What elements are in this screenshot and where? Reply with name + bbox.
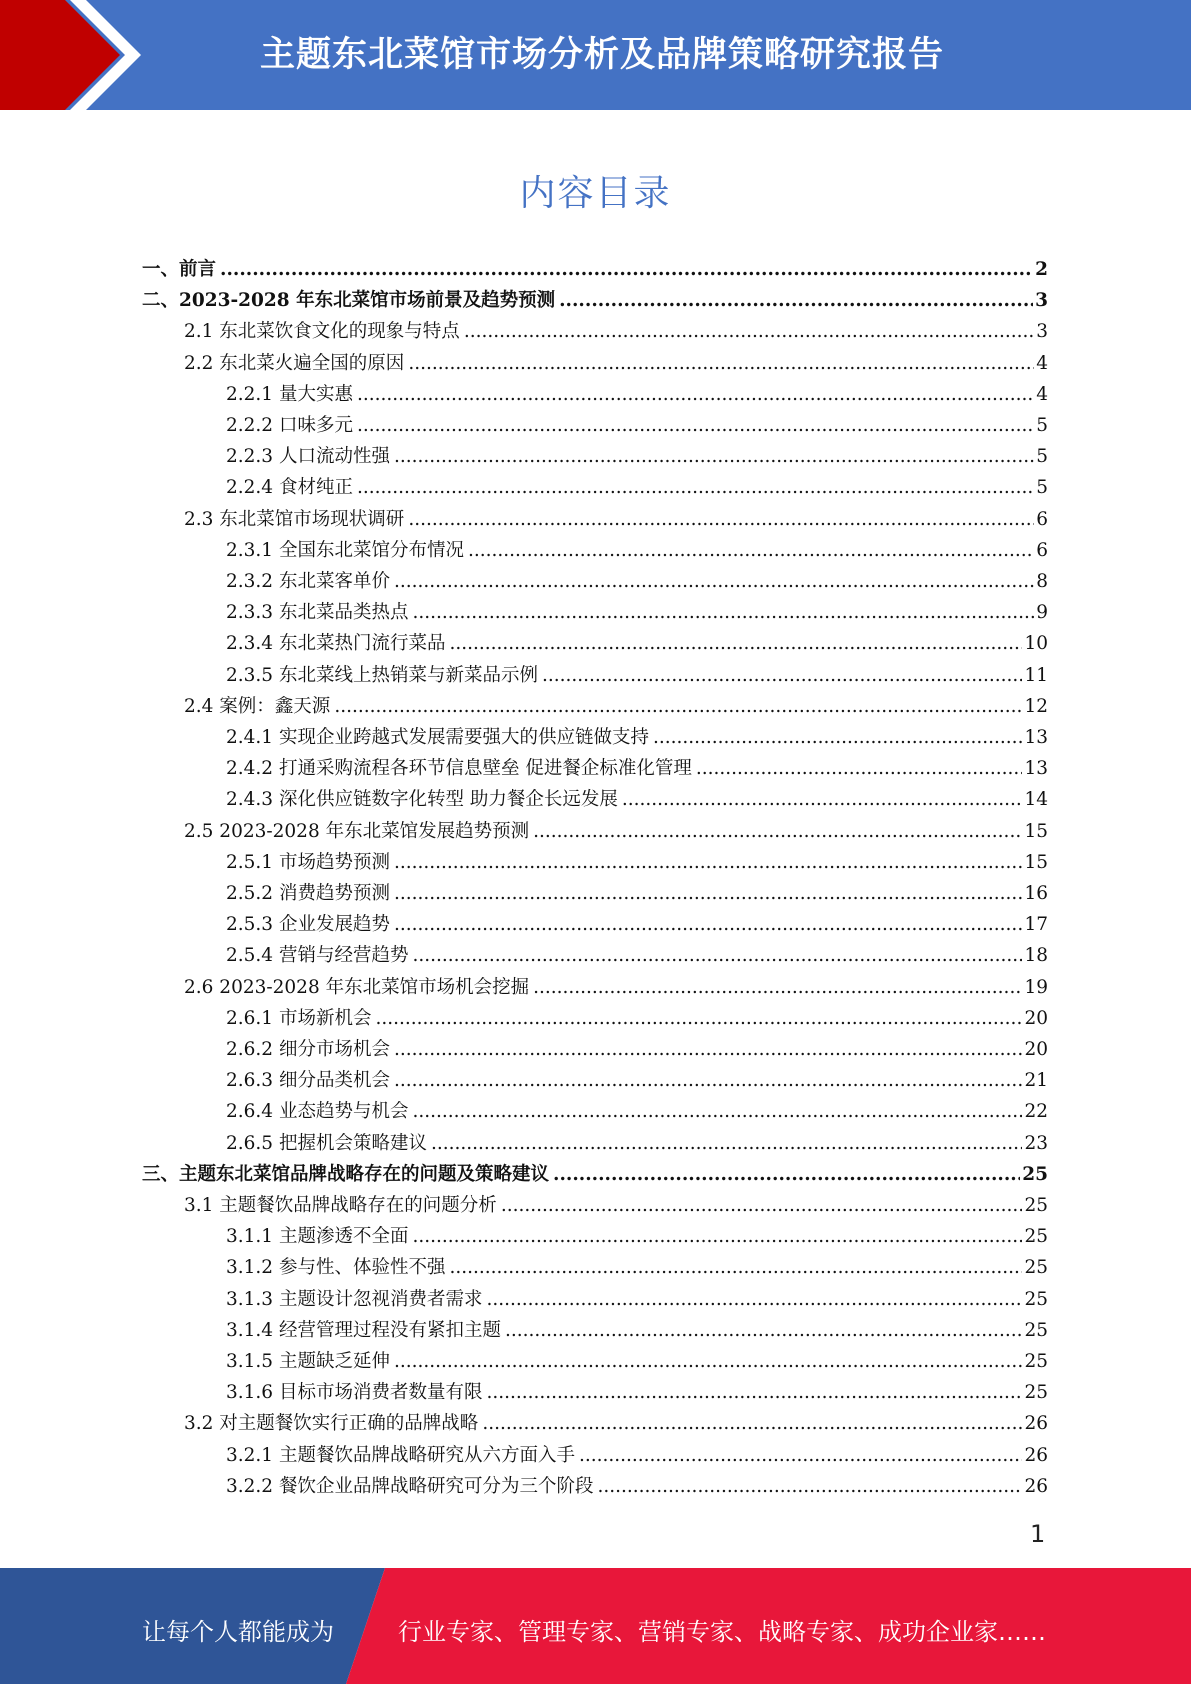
toc-entry-page: 13 [1024,758,1048,780]
toc-entry-page: 4 [1036,383,1048,405]
toc-entry-page: 16 [1024,883,1048,904]
toc-entry-label: 2.5.4 营销与经营趋势 [226,945,409,967]
toc-dot-leader [394,878,1022,909]
toc-dot-leader [553,1159,1020,1190]
toc-entry-label: 2.4 案例：鑫天源 [184,695,331,717]
toc-entry-page: 15 [1024,851,1048,873]
toc-entry[interactable] [226,847,1048,878]
toc-entry-label: 3.1.4 经营管理过程没有紧扣主题 [226,1319,501,1341]
toc-entry-label: 3.1.1 主题渗透不全面 [226,1226,409,1248]
toc-entry-page: 18 [1024,945,1048,967]
toc-dot-leader [579,1440,1022,1471]
toc-entry-label: 2.3.4 东北菜热门流行菜品 [226,633,446,655]
toc-dot-leader [653,722,1022,753]
footer-slogan-right: 行业专家、管理专家、营销专家、战略专家、成功企业家…… [398,1618,1046,1646]
toc-dot-leader [357,379,1034,410]
toc-entry[interactable] [226,441,1048,472]
toc-entry[interactable] [142,285,1048,316]
toc-entry[interactable] [226,660,1048,691]
toc-dot-leader [449,1252,1022,1283]
toc-entry-label: 3.2.1 主题餐饮品牌战略研究从六方面入手 [226,1444,575,1466]
toc-entry-page: 25 [1024,1288,1048,1310]
toc-entry[interactable] [226,1003,1048,1034]
toc-entry-label: 3.1.2 参与性、体验性不强 [226,1257,446,1279]
toc-entry[interactable] [226,410,1048,441]
toc-entry-page: 25 [1024,1226,1048,1248]
toc-entry-page: 3 [1035,290,1048,312]
toc-dot-leader [220,254,1033,285]
toc-entry-label: 2.5 2023-2028 年东北菜馆发展趋势预测 [184,820,530,842]
toc-entry-label: 2.4.3 深化供应链数字化转型 助力餐企长远发展 [226,789,618,811]
toc-entry-page: 21 [1024,1070,1048,1092]
toc-dot-leader [464,316,1034,347]
toc-dot-leader [412,1096,1022,1127]
toc-heading: 内容目录 [519,173,672,214]
toc-entry[interactable] [226,1252,1048,1283]
toc-dot-leader [394,909,1022,940]
toc-entry-label: 2.6.5 把握机会策略建议 [226,1132,427,1154]
toc-entry-label: 3.1.6 目标市场消费者数量有限 [226,1382,483,1404]
toc-entry[interactable] [226,1284,1048,1315]
toc-dot-leader [559,285,1033,316]
toc-entry[interactable] [226,1034,1048,1065]
toc-entry-label: 2.3.2 东北菜客单价 [226,571,390,592]
toc-entry-page: 25 [1024,1257,1048,1279]
toc-entry-label: 2.6.4 业态趋势与机会 [226,1101,409,1123]
toc-entry-page: 3 [1036,321,1048,343]
toc-entry[interactable] [184,348,1048,379]
toc-entry[interactable] [226,1315,1048,1346]
toc-entry-label: 3.1.3 主题设计忽视消费者需求 [226,1288,483,1310]
toc-entry-page: 6 [1036,508,1048,530]
toc-entry-label: 2.6.2 细分市场机会 [226,1039,390,1060]
toc-entry-label: 2.5.3 企业发展趋势 [226,914,390,936]
toc-entry[interactable] [226,722,1048,753]
toc-entry-page: 2 [1035,259,1048,280]
toc-entry-label: 3.2.2 餐饮企业品牌战略研究可分为三个阶段 [226,1475,594,1497]
toc-dot-leader [394,1346,1022,1377]
toc-entry-page: 13 [1024,727,1048,748]
toc-entry-label: 2.2.1 量大实惠 [226,383,353,405]
toc-entry[interactable] [226,909,1048,940]
toc-dot-leader [412,1221,1022,1252]
toc-entry-page: 23 [1024,1132,1048,1154]
toc-entry-label: 2.2.3 人口流动性强 [226,446,390,468]
toc-dot-leader [542,660,1022,691]
toc-entry[interactable] [226,1471,1048,1502]
toc-dot-leader [482,1408,1022,1439]
toc-entry-page: 9 [1036,602,1048,624]
toc-dot-leader [408,348,1034,379]
toc-dot-leader [431,1128,1022,1159]
toc-entry-label: 3.1 主题餐饮品牌战略存在的问题分析 [184,1195,497,1216]
toc-entry[interactable] [184,816,1048,847]
toc-entry-page: 22 [1024,1101,1048,1123]
toc-entry[interactable] [226,535,1048,566]
toc-entry-page: 25 [1024,1319,1048,1341]
toc-entry[interactable] [226,1065,1048,1096]
toc-entry[interactable] [226,1440,1048,1471]
toc-entry-page: 10 [1024,633,1048,655]
toc-dot-leader [505,1315,1022,1346]
toc-entry-page: 20 [1024,1007,1048,1029]
toc-entry[interactable] [184,1190,1048,1221]
toc-entry-page: 20 [1024,1039,1048,1060]
footer-banner [0,1568,1191,1684]
toc-entry-page: 15 [1024,820,1048,842]
toc-entry-page: 4 [1036,352,1048,374]
toc-entry-page: 12 [1024,695,1048,717]
toc-entry-label: 2.6 2023-2028 年东北菜馆市场机会挖掘 [184,976,530,998]
toc-entry[interactable] [184,972,1048,1003]
toc-entry[interactable] [184,1408,1048,1439]
footer-slogan-left: 让每个人都能成为 [142,1618,334,1646]
toc-entry[interactable] [226,566,1048,597]
toc-entry[interactable] [226,1096,1048,1127]
toc-entry-label: 一、前言 [142,259,217,280]
toc-dot-leader [357,472,1034,503]
toc-entry-page: 26 [1024,1475,1048,1497]
toc-entry-label: 2.6.3 细分品类机会 [226,1070,390,1092]
toc-entry-page: 26 [1024,1413,1048,1435]
toc-entry[interactable] [226,784,1048,815]
toc-entry-label: 3.1.5 主题缺乏延伸 [226,1351,390,1372]
toc-entry-page: 19 [1024,976,1048,998]
toc-entry[interactable] [226,878,1048,909]
toc-entry[interactable] [142,254,1048,285]
toc-dot-leader [334,691,1022,722]
toc-entry-page: 25 [1024,1351,1048,1372]
toc-dot-leader [696,753,1023,784]
toc-entry[interactable] [142,1159,1048,1190]
toc-entry[interactable] [226,597,1048,628]
toc-entry[interactable] [226,1346,1048,1377]
toc-dot-leader [357,410,1034,441]
toc-entry-label: 2.2 东北菜火遍全国的原因 [184,352,405,374]
toc-dot-leader [533,972,1022,1003]
toc-entry-page: 5 [1036,446,1048,468]
toc-dot-leader [622,784,1023,815]
report-title: 主题东北菜馆市场分析及品牌策略研究报告 [260,35,945,75]
toc-entry-label: 2.5.1 市场趋势预测 [226,851,390,873]
toc-entry[interactable] [226,628,1048,659]
toc-dot-leader [501,1190,1023,1221]
toc-entry[interactable] [226,379,1048,410]
toc-dot-leader [486,1284,1022,1315]
toc-entry-page: 5 [1036,415,1048,436]
toc-dot-leader [394,1034,1022,1065]
toc-entry-page: 17 [1024,914,1048,936]
toc-entry-label: 二、2023-2028 年东北菜馆市场前景及趋势预测 [142,290,556,312]
toc-dot-leader [394,441,1034,472]
toc-entry-label: 2.1 东北菜饮食文化的现象与特点 [184,321,460,343]
toc-dot-leader [394,1065,1022,1096]
toc-dot-leader [394,566,1034,597]
toc-entry-label: 2.3.3 东北菜品类热点 [226,602,409,624]
toc-entry-page: 5 [1036,477,1048,499]
toc-entry[interactable] [226,753,1048,784]
toc-dot-leader [412,597,1034,628]
toc-dot-leader [449,628,1022,659]
toc-dot-leader [597,1471,1022,1502]
toc-entry-label: 3.2 对主题餐饮实行正确的品牌战略 [184,1413,479,1435]
page-number: 1 [1030,1520,1046,1548]
toc-entry-label: 2.2.2 口味多元 [226,415,353,436]
toc-entry-label: 2.3.1 全国东北菜馆分布情况 [226,539,464,561]
toc-entry-label: 2.6.1 市场新机会 [226,1007,372,1029]
toc-entry-page: 6 [1036,539,1048,561]
report-header-banner [0,0,1191,110]
toc-entry-label: 2.5.2 消费趋势预测 [226,883,390,904]
toc-entry[interactable] [184,504,1048,535]
toc-entry[interactable] [226,1377,1048,1408]
toc-entry-page: 25 [1022,1163,1048,1185]
toc-entry-label: 2.3.5 东北菜线上热销菜与新菜品示例 [226,664,538,686]
toc-dot-leader [412,940,1022,971]
header-arrow-decoration [0,0,160,110]
toc-dot-leader [394,847,1022,878]
toc-dot-leader [533,816,1022,847]
toc-entry[interactable] [226,472,1048,503]
toc-entry-page: 14 [1024,789,1048,811]
toc-entry[interactable] [184,691,1048,722]
toc-entry[interactable] [226,1128,1048,1159]
toc-entry-label: 2.4.2 打通采购流程各环节信息壁垒 促进餐企标准化管理 [226,758,692,780]
toc-entry-page: 8 [1036,571,1048,592]
toc-dot-leader [375,1003,1022,1034]
toc-entry-label: 2.2.4 食材纯正 [226,477,353,499]
toc-dot-leader [408,504,1034,535]
toc-dot-leader [486,1377,1022,1408]
toc-entry[interactable] [226,940,1048,971]
toc-entry-page: 26 [1024,1444,1048,1466]
toc-entry-label: 2.3 东北菜馆市场现状调研 [184,508,405,530]
toc-entry-label: 2.4.1 实现企业跨越式发展需要强大的供应链做支持 [226,727,649,748]
toc-entry-page: 25 [1024,1382,1048,1404]
toc-entry[interactable] [226,1221,1048,1252]
toc-entry[interactable] [184,316,1048,347]
toc-dot-leader [468,535,1034,566]
toc-entry-label: 三、主题东北菜馆品牌战略存在的问题及策略建议 [142,1163,550,1185]
toc-entry-page: 25 [1024,1195,1048,1216]
toc-entry-page: 11 [1024,664,1048,686]
